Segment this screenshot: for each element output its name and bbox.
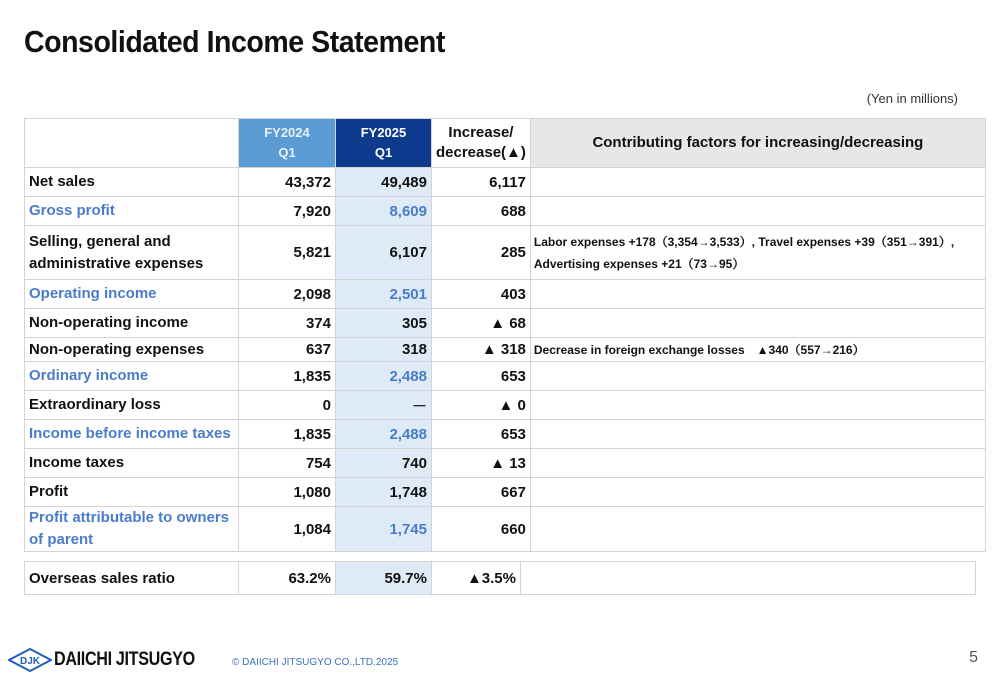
row-fy2024-value: 5,821 xyxy=(239,226,336,280)
table-row xyxy=(25,338,986,362)
row-fy2025-value: 6,107 xyxy=(336,226,432,280)
row-change-value: 285 xyxy=(432,226,531,280)
row-label: Non-operating expenses xyxy=(25,338,239,362)
row-change-value: 653 xyxy=(432,362,531,391)
page-title: Consolidated Income Statement xyxy=(24,24,445,59)
row-fy2025-value: 1,745 xyxy=(336,507,432,552)
company-logo xyxy=(8,648,220,672)
row-fy2024-value: 1,835 xyxy=(239,420,336,449)
row-change-value: 660 xyxy=(432,507,531,552)
table-row xyxy=(25,168,986,197)
row-fy2025-value: 59.7% xyxy=(336,562,432,595)
header-fy2025-year: FY2025 xyxy=(360,125,407,140)
row-label: Operating income xyxy=(25,280,239,309)
row-fy2024-value: 43,372 xyxy=(239,168,336,197)
row-change-value: ▲ 318 xyxy=(432,338,531,362)
table-row xyxy=(25,478,986,507)
row-label: Income taxes xyxy=(25,449,239,478)
table-row xyxy=(25,280,986,309)
page-number: 5 xyxy=(969,649,978,666)
row-label: Extraordinary loss xyxy=(25,391,239,420)
row-factor xyxy=(530,280,985,309)
row-label: Ordinary income xyxy=(25,362,239,391)
row-label: Overseas sales ratio xyxy=(25,562,239,595)
row-fy2025-value: 318 xyxy=(336,338,432,362)
row-fy2024-value: 0 xyxy=(239,391,336,420)
row-fy2025-value: 1,748 xyxy=(336,478,432,507)
row-factor xyxy=(530,391,985,420)
djk-logo-icon xyxy=(8,648,52,672)
row-change-value: ▲3.5% xyxy=(432,562,521,595)
row-fy2025-value: 2,488 xyxy=(336,420,432,449)
copyright: © DAIICHI JITSUGYO CO.,LTD.2025 xyxy=(232,657,399,668)
header-fy2025-quarter: Q1 xyxy=(374,145,393,160)
row-fy2024-value: 637 xyxy=(239,338,336,362)
row-fy2024-value: 1,080 xyxy=(239,478,336,507)
company-name: DAIICHI JITSUGYO xyxy=(54,649,195,670)
row-fy2024-value: 1,084 xyxy=(239,507,336,552)
unit-note: (Yen in millions) xyxy=(866,91,958,106)
table-row xyxy=(25,362,986,391)
income-statement-table xyxy=(24,118,986,552)
overseas-ratio-row xyxy=(25,562,976,595)
row-fy2025-value: 8,609 xyxy=(336,197,432,226)
row-factor: Decrease in foreign exchange losses ▲340（557→216） xyxy=(530,338,985,362)
row-factor xyxy=(521,562,976,595)
row-fy2025-value: 49,489 xyxy=(336,168,432,197)
row-fy2024-value: 1,835 xyxy=(239,362,336,391)
row-change-value: ▲ 68 xyxy=(432,309,531,338)
header-fy2025 xyxy=(336,119,432,168)
row-factor xyxy=(530,168,985,197)
row-factor: Labor expenses +178（3,354→3,533）, Travel expenses +39（351→391）, Advertising expenses +21（73→95） xyxy=(530,226,985,280)
row-factor xyxy=(530,362,985,391)
header-change xyxy=(432,119,531,168)
row-fy2024-value: 2,098 xyxy=(239,280,336,309)
row-change-value: 667 xyxy=(432,478,531,507)
row-factor xyxy=(530,507,985,552)
row-fy2024-value: 7,920 xyxy=(239,197,336,226)
row-fy2025-value: － xyxy=(336,391,432,420)
row-fy2024-value: 63.2% xyxy=(239,562,336,595)
row-factor xyxy=(530,420,985,449)
row-label: Profit xyxy=(25,478,239,507)
table-row xyxy=(25,420,986,449)
table-row xyxy=(25,309,986,338)
row-label: Income before income taxes xyxy=(25,420,239,449)
row-change-value: ▲ 13 xyxy=(432,449,531,478)
header-fy2024-year: FY2024 xyxy=(264,125,310,140)
overseas-ratio-table xyxy=(24,561,976,595)
row-change-value: ▲ 0 xyxy=(432,391,531,420)
row-fy2024-value: 374 xyxy=(239,309,336,338)
header-fy2024 xyxy=(239,119,336,168)
row-fy2025-value: 740 xyxy=(336,449,432,478)
row-label: Selling, general and administrative expenses xyxy=(25,226,239,280)
table-row xyxy=(25,507,986,552)
table-row xyxy=(25,449,986,478)
row-label: Profit attributable to owners of parent xyxy=(25,507,239,552)
header-change-line1: Increase/ xyxy=(448,124,514,141)
row-fy2024-value: 754 xyxy=(239,449,336,478)
table-row xyxy=(25,226,986,280)
table-header-row xyxy=(25,119,986,168)
row-factor xyxy=(530,478,985,507)
table-row xyxy=(25,197,986,226)
row-label: Gross profit xyxy=(25,197,239,226)
table-row xyxy=(25,391,986,420)
row-factor xyxy=(530,197,985,226)
row-label: Net sales xyxy=(25,168,239,197)
header-blank-cell xyxy=(25,119,239,168)
svg-text:DJK: DJK xyxy=(19,656,41,667)
row-fy2025-value: 2,501 xyxy=(336,280,432,309)
row-change-value: 688 xyxy=(432,197,531,226)
row-factor xyxy=(530,449,985,478)
row-fy2025-value: 2,488 xyxy=(336,362,432,391)
row-factor xyxy=(530,309,985,338)
header-change-line2: decrease(▲) xyxy=(436,144,526,161)
row-change-value: 653 xyxy=(432,420,531,449)
row-change-value: 6,117 xyxy=(432,168,531,197)
row-fy2025-value: 305 xyxy=(336,309,432,338)
header-factors: Contributing factors for increasing/decreasing xyxy=(530,119,985,168)
header-fy2024-quarter: Q1 xyxy=(278,145,296,160)
row-label: Non-operating income xyxy=(25,309,239,338)
row-change-value: 403 xyxy=(432,280,531,309)
